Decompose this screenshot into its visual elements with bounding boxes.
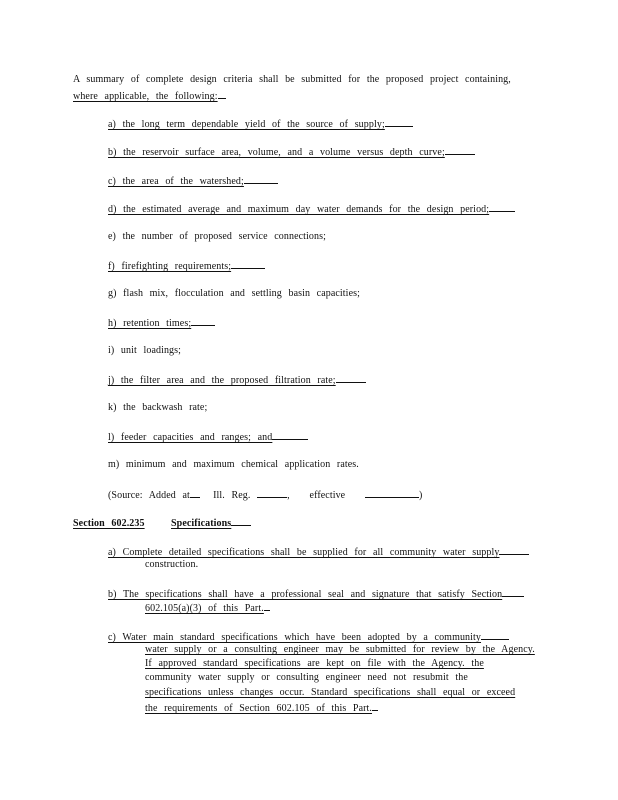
- spec-b-line-2: 602.105(a)(3) of this Part.: [145, 601, 270, 615]
- spec-c-line-4: community water supply or consulting engineer need not resubmit the: [145, 672, 468, 683]
- intro-line-1: A summary of complete design criteria shall be submitted for the proposed project containing,: [73, 74, 511, 85]
- spec-c-line-1: c) Water main standard specifications which have been adopted by a community: [108, 630, 509, 644]
- criteria-item-j: j) the filter area and the proposed filtration rate;: [108, 373, 366, 387]
- criteria-item-c: c) the area of the watershed;: [108, 174, 278, 188]
- criteria-item-l: l) feeder capacities and ranges; and: [108, 430, 308, 444]
- criteria-item-i: i) unit loadings;: [108, 345, 182, 356]
- criteria-item-k: k) the backwash rate;: [108, 402, 208, 413]
- spec-c-line-3: If approved standard specifications are kept on file with the Agency. the: [145, 658, 484, 669]
- criteria-item-m: m) minimum and maximum chemical application rates.: [108, 459, 359, 470]
- criteria-item-g: g) flash mix, flocculation and settling basin capacities;: [108, 288, 360, 299]
- intro-line-2: where applicable, the following:: [73, 89, 226, 103]
- spec-a-line-2: construction.: [145, 559, 199, 570]
- source-note: (Source: Added at Ill. Reg. , effective ): [108, 490, 423, 501]
- spec-c-line-2: water supply or a consulting engineer may be submitted for review by the Agency.: [145, 644, 535, 655]
- criteria-item-f: f) firefighting requirements;: [108, 259, 265, 273]
- criteria-item-e: e) the number of proposed service connections;: [108, 231, 326, 242]
- section-heading: Section 602.235 Specifications: [73, 516, 251, 530]
- spec-b-line-1: b) The specifications shall have a professional seal and signature that satisfy Section: [108, 587, 524, 601]
- criteria-item-b: b) the reservoir surface area, volume, and a volume versus depth curve;: [108, 145, 475, 159]
- spec-a-line-1: a) Complete detailed specifications shall be supplied for all community water supply: [108, 545, 529, 559]
- spec-c-line-5: specifications unless changes occur. Standard specifications shall equal or exceed: [145, 687, 516, 698]
- spec-c-line-6: the requirements of Section 602.105 of this Part.: [145, 701, 378, 715]
- criteria-item-d: d) the estimated average and maximum day water demands for the design period;: [108, 202, 515, 216]
- criteria-item-a: a) the long term dependable yield of the source of supply;: [108, 117, 413, 131]
- criteria-item-h: h) retention times;: [108, 316, 215, 330]
